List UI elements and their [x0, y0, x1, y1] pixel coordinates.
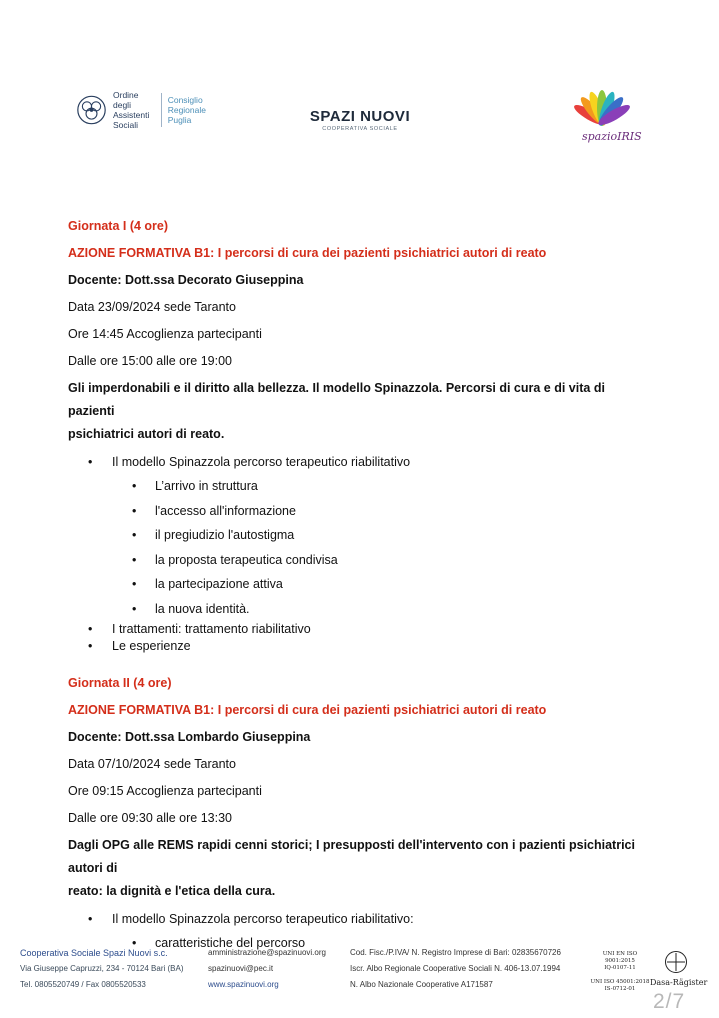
- footer-albo-nazionale: N. Albo Nazionale Cooperative A171587: [350, 980, 493, 989]
- sub-list-item: • la partecipazione attiva: [68, 572, 648, 597]
- oas-line2: Assistenti: [113, 110, 150, 120]
- sub-list-item: • l'accesso all'informazione: [68, 499, 648, 524]
- footer-registry-column: [350, 945, 561, 993]
- oas-emblem-icon: [76, 93, 107, 127]
- iris-flower-icon: [566, 78, 638, 158]
- oas-region1: Consiglio: [167, 95, 203, 105]
- certification-block: [588, 951, 652, 993]
- sub-list-item: • caratteristiche del percorso: [68, 931, 648, 956]
- list-item: • Il modello Spinazzola percorso terapeutico riabilitativo:: [68, 907, 648, 931]
- oas-line1: Ordine degli: [113, 90, 139, 110]
- page-footer: [0, 945, 719, 1018]
- iris-logo-text: spazioIRIS: [582, 130, 642, 143]
- day2-title: Giornata II (4 ore): [68, 676, 172, 690]
- oas-region3: Puglia: [167, 115, 192, 125]
- list-item: • Il modello Spinazzola percorso terapeutico riabilitativo: [68, 450, 648, 474]
- sub-list-item: • L’arrivo in struttura: [68, 474, 648, 499]
- footer-albo-regionale: Iscr. Albo Regionale Cooperative Sociali N. 406-13.07.1994: [350, 964, 561, 973]
- day1-topic-line1: Gli imperdonabili e il diritto alla bellezza. Il modello Spinazzola. Percorsi di cura e di vita di pazienti: [68, 381, 605, 418]
- day2-hours: Dalle ore 09:30 alle ore 13:30: [68, 811, 233, 825]
- footer-email[interactable]: amministrazione@spazinuovi.org: [208, 948, 326, 957]
- list-item: • Le esperienze: [68, 638, 648, 655]
- day1-welcome: Ore 14:45 Accoglienza partecipanti: [68, 327, 262, 341]
- footer-fiscal: Cod. Fisc./P.IVA/ N. Registro Imprese di Bari: 02835670726: [350, 948, 561, 957]
- sub-list-item: • la nuova identità.: [68, 597, 648, 622]
- spazi-nuovi-logo: [300, 108, 420, 132]
- day2-topic-line2: reato: la dignità e l'etica della cura.: [68, 884, 276, 898]
- spazi-nuovi-title: SPAZI NUOVI: [309, 108, 411, 125]
- day2-topic-line1: Dagli OPG alle REMS rapidi cenni storici; I presupposti dell'intervento con i pazienti psichiatrici autori di: [68, 838, 635, 875]
- footer-contact-column: [208, 945, 326, 993]
- footer-pec[interactable]: spazinuovi@pec.it: [208, 964, 274, 973]
- oas-region2: Regionale: [167, 105, 206, 115]
- cert2: UNI ISO 45001:2018: [590, 979, 650, 985]
- day1-date: Data 23/09/2024 sede Taranto: [68, 300, 236, 314]
- day2-teacher: Docente: Dott.ssa Lombardo Giuseppina: [68, 730, 311, 744]
- sub-list-item: • la proposta terapeutica condivisa: [68, 548, 648, 573]
- day2-welcome: Ore 09:15 Accoglienza partecipanti: [68, 784, 262, 798]
- footer-web-link[interactable]: www.spazinuovi.org: [208, 980, 279, 989]
- day1-teacher: Docente: Dott.ssa Decorato Giuseppina: [68, 273, 304, 287]
- page-header: [0, 0, 719, 200]
- document-body: [68, 213, 648, 956]
- dasa-register-label: Dasa-Rägister: [650, 978, 708, 987]
- day1-action: AZIONE FORMATIVA B1: I percorsi di cura dei pazienti psichiatrici autori di reato: [68, 246, 547, 260]
- day2-date: Data 07/10/2024 sede Taranto: [68, 757, 236, 771]
- oas-line3: Sociali: [113, 120, 139, 130]
- cert1: UNI EN ISO 9001:2015: [602, 951, 638, 964]
- oas-logo: [76, 90, 206, 130]
- day1-title: Giornata I (4 ore): [68, 219, 169, 233]
- day1-topic-line2: psichiatrici autori di reato.: [68, 427, 225, 441]
- footer-company-column: [20, 945, 200, 993]
- footer-phone: Tel. 0805520749 / Fax 0805520533: [20, 980, 146, 989]
- spazi-nuovi-subtitle: COOPERATIVA SOCIALE: [322, 126, 398, 132]
- list-item: • I trattamenti: trattamento riabilitativo: [68, 621, 648, 638]
- page-number: 2/7: [653, 990, 686, 1013]
- dasa-register-icon: [664, 950, 688, 974]
- day1-hours: Dalle ore 15:00 alle ore 19:00: [68, 354, 233, 368]
- day1-topic: [68, 377, 648, 446]
- day2-action: AZIONE FORMATIVA B1: I percorsi di cura dei pazienti psichiatrici autori di reato: [68, 703, 547, 717]
- footer-address: Via Giuseppe Capruzzi, 234 - 70124 Bari (BA): [20, 964, 184, 973]
- footer-company: Cooperativa Sociale Spazi Nuovi s.c.: [20, 948, 168, 958]
- sub-list-item: • il pregiudizio l'autostigma: [68, 523, 648, 548]
- cert2-code: IS-0712-01: [604, 986, 636, 992]
- oas-divider: [161, 93, 162, 127]
- cert1-code: IQ-0107-11: [604, 965, 636, 971]
- day1-bullet-list: [68, 450, 648, 655]
- day2-topic: [68, 834, 648, 903]
